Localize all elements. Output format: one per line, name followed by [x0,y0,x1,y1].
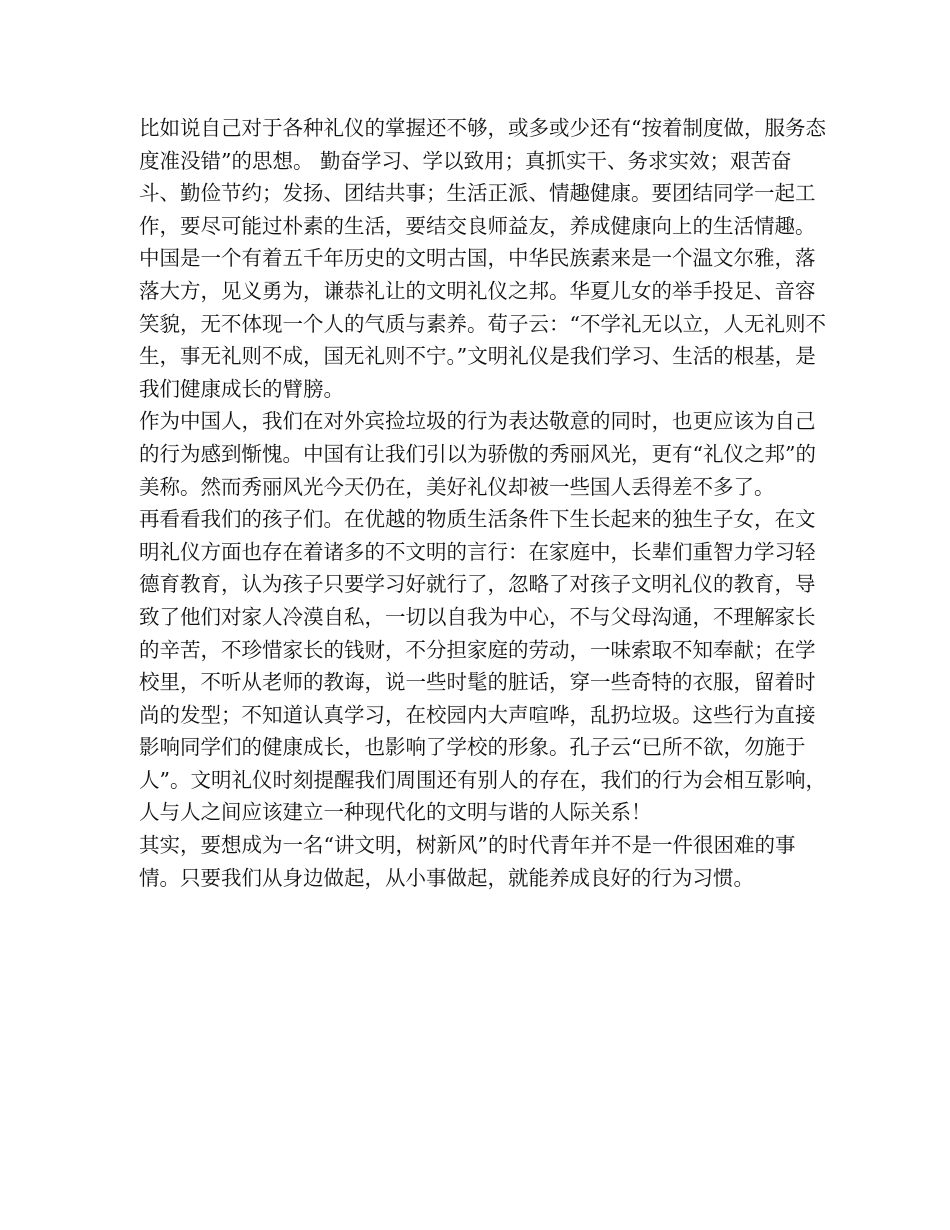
paragraph-4: 再看看我们的孩子们。在优越的物质生活条件下生长起来的独生子女，在文明礼仪方面也存在着诸多的不文明的言行：在家庭中，长辈们重智力学习轻德育教育，认为孩子只要学习好就行了，忽略了对孩子文明礼仪的教育，导致了他们对家人冷漠自私，一切以自我为中心，不与父母沟通，不理解家长的辛苦，不珍惜家长的钱财，不分担家庭的劳动，一味索取不知奉献；在学校里，不听从老师的教诲，说一些时髦的脏话，穿一些奇特的衣服，留着时尚的发型；不知道认真学习，在校园内大声喧哗，乱扔垃圾。这些行为直接影响同学们的健康成长，也影响了学校的形象。孔子云“已所不欲，勿施于人”。文明礼仪时刻提醒我们周围还有别人的存在，我们的行为会相互影响，人与人之间应该建立一种现代化的文明与谐的人际关系！ [139,507,826,825]
paragraph-2: 中国是一个有着五千年历史的文明古国，中华民族素来是一个温文尔雅，落落大方，见义勇为，谦恭礼让的文明礼仪之邦。华夏儿女的举手投足、音容笑貌，无不体现一个人的气质与素养。荀子云：“不学礼无以立，人无礼则不生，事无礼则不成，国无礼则不宁。”文明礼仪是我们学习、生活的根基，是我们健康成长的臂膀。 [139,246,826,401]
paragraph-5: 其实，要想成为一名“讲文明，树新风”的时代青年并不是一件很困难的事情。只要我们从身边做起，从小事做起，就能养成良好的行为习惯。 [139,833,796,890]
paragraph-3: 作为中国人，我们在对外宾捡垃圾的行为表达敬意的同时，也更应该为自己的行为感到惭愧。中国有让我们引以为骄傲的秀丽风光，更有“礼仪之邦”的美称。然而秀丽风光今天仍在，美好礼仪却被一些国人丢得差不多了。 [139,409,816,499]
paragraph-1: 比如说自己对于各种礼仪的掌握还不够，或多或少还有“按着制度做，服务态度准没错”的思想。 勤奋学习、学以致用；真抓实干、务求实效；艰苦奋斗、勤俭节约；发扬、团结共事；生活正派、情趣健康。要团结同学一起工作，要尽可能过朴素的生活，要结交良师益友，养成健康向上的生活情趣。 [139,116,826,238]
document-body [139,112,829,894]
